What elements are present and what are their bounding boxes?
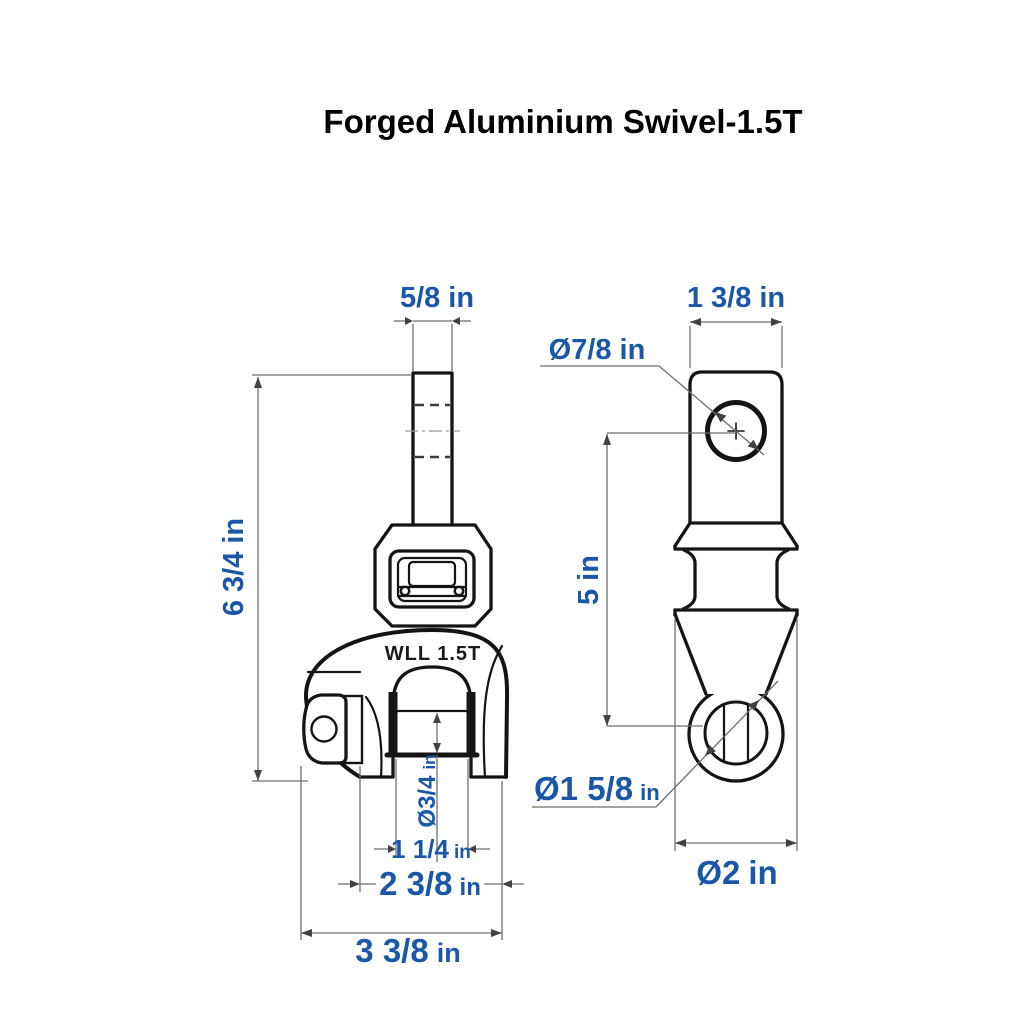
neck	[683, 550, 789, 609]
dim-label-jaw-opening: 1 1/4 in	[391, 834, 471, 864]
dim-label-ring-outer-diameter: Ø2 in	[696, 854, 778, 891]
dim-head-width	[687, 282, 785, 368]
dim-label-stem-width: 5/8 in	[399, 282, 475, 314]
dim-label-pin-diameter: Ø3/4in	[414, 754, 441, 828]
upper-flange	[675, 523, 797, 549]
dim-label-clevis-width: 2 3/8 in	[379, 865, 481, 902]
slot-arch	[393, 667, 471, 705]
pin-slot-right-wall	[467, 692, 476, 756]
bearing-window	[390, 551, 474, 607]
bearing-ball-right	[455, 587, 463, 595]
lower-flange-taper	[675, 610, 797, 694]
dim-label-ring-bore-diameter: Ø1 5/8 in	[534, 770, 660, 807]
clevis-leg-right-contour	[484, 646, 502, 777]
dim-label-overall-width: 3 3/8 in	[355, 932, 461, 969]
dim-label-length: 5in	[573, 555, 605, 605]
dim-label-head-width: 1 3/8 in	[686, 282, 786, 314]
dim-label-eye-hole-diameter: Ø7/8 in	[548, 334, 646, 366]
page-title: Forged Aluminium Swivel-1.5T	[323, 103, 803, 140]
clevis-leg-left-contour	[366, 697, 381, 777]
bearing-ball-left	[401, 587, 409, 595]
ring-bore	[705, 702, 767, 764]
dim-stem-width	[394, 282, 474, 371]
wll-marking: WLL 1.5T	[384, 643, 482, 665]
bolt-head-hole	[312, 717, 337, 742]
front-view	[304, 373, 507, 777]
dim-label-overall-height: 6 3/4in	[218, 517, 250, 617]
pin-slot-left-wall	[389, 692, 398, 756]
stem	[413, 373, 452, 530]
